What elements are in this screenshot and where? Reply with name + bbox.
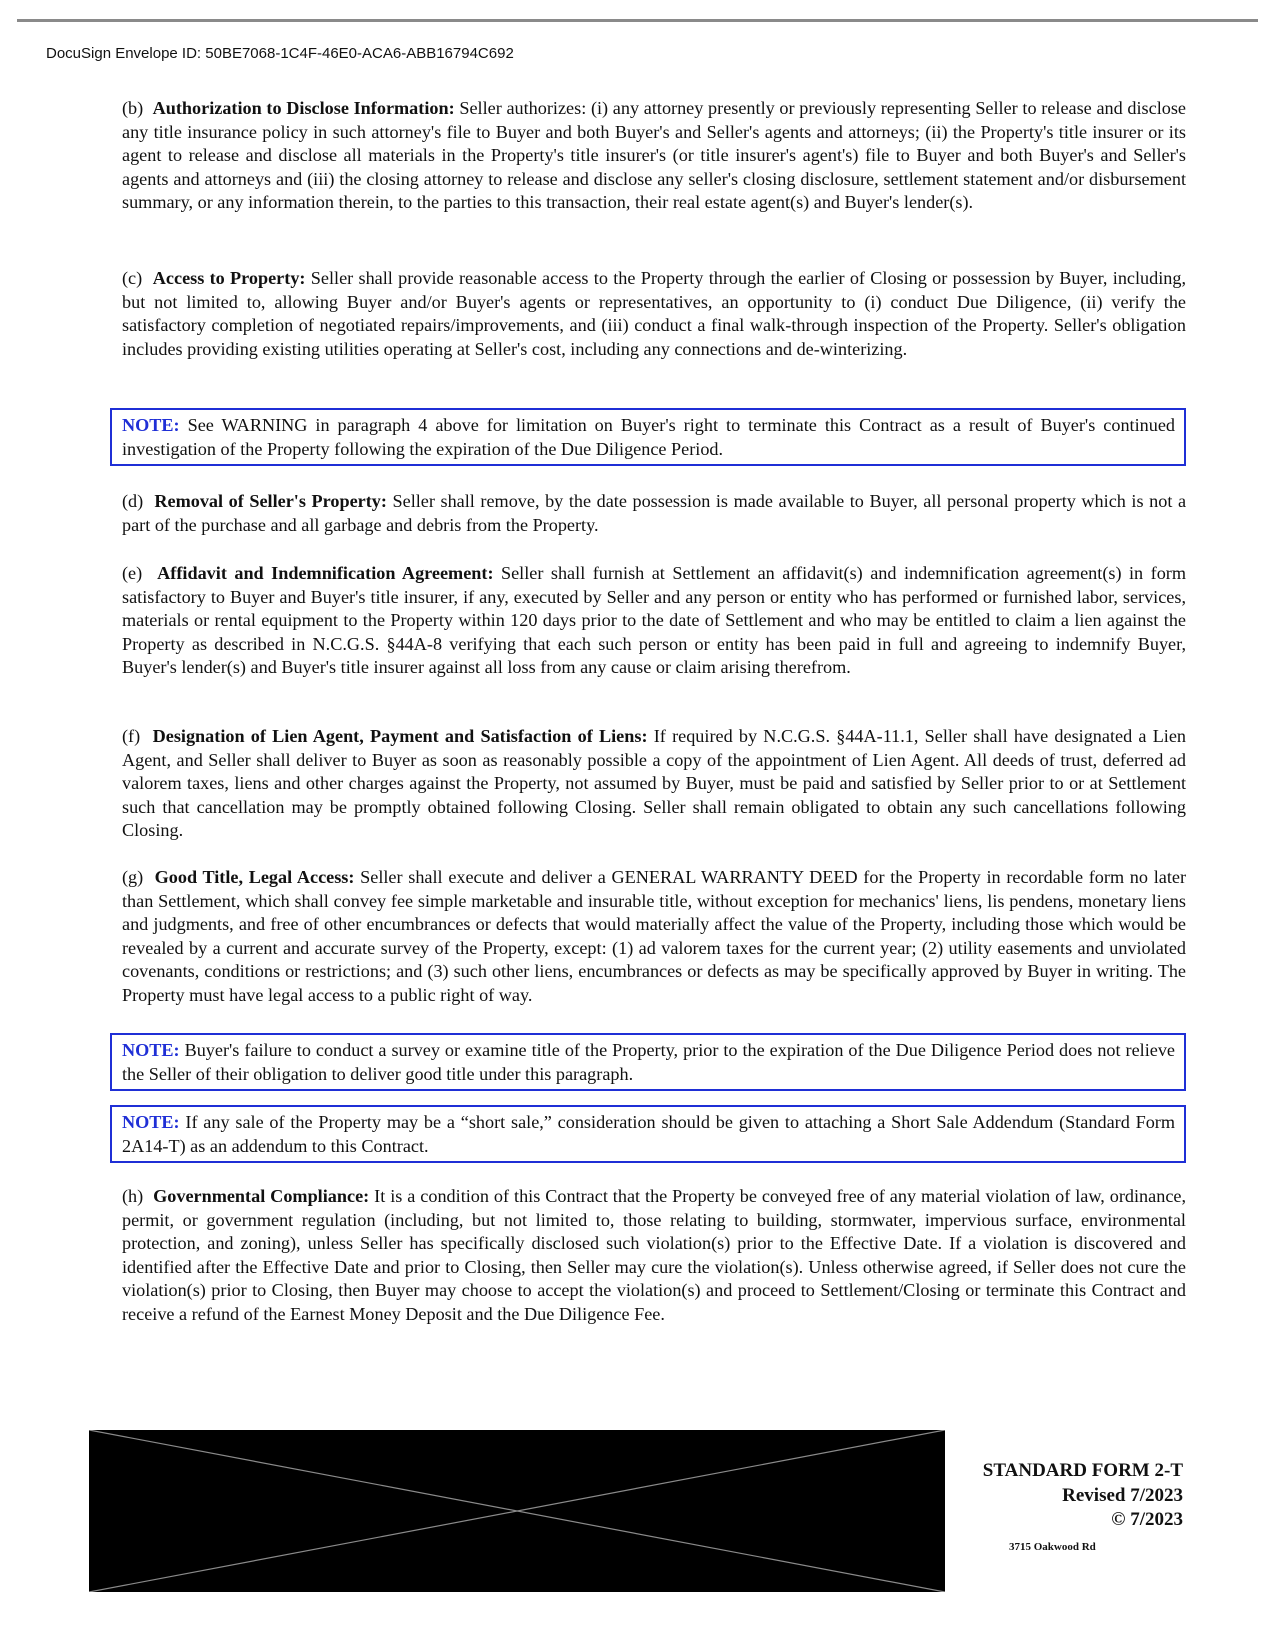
paragraph-c-label: (c) <box>122 268 143 288</box>
note-box-title-survey <box>110 1033 1186 1091</box>
paragraph-d <box>122 490 1186 537</box>
envelope-id: DocuSign Envelope ID: 50BE7068-1C4F-46E0-ACA6-ABB16794C692 <box>46 45 514 62</box>
paragraph-f-body: If required by N.C.G.S. §44A-11.1, Seller shall have designated a Lien Agent, and Seller shall deliver to Buyer as soon as reasonably possible a copy of the appointment of Lien Agent. All deeds of trust, deferred ad valorem taxes, liens and other charges against the Property, not assumed by Buyer, must be paid and satisfied by Seller prior to or at Settlement such that cancellation may be promptly obtained following Closing. Seller shall remain obligated to obtain any such cancellations following Closing. <box>122 726 1187 841</box>
note-text: If any sale of the Property may be a “short sale,” consideration should be given to attaching a Short Sale Addendum (Standard Form 2A14-T) as an addendum to this Contract. <box>122 1112 1175 1156</box>
paragraph-h <box>122 1185 1186 1327</box>
note-label: NOTE: <box>122 1112 180 1132</box>
paragraph-b-body: Seller authorizes: (i) any attorney presently or previously representing Seller to release and disclose any title insurance policy in such attorney's file to Buyer and both Buyer's and Seller's agents and attorneys; (ii) the Property's title insurer or its agent to release and disclose all materials in the Property's title insurer's (or title insurer's agent's) file to Buyer and both Buyer's and Seller's agents and attorneys and (iii) the closing attorney to release and disclose any seller's closing disclosure, settlement statement and/or disbursement summary, or any information therein, to the parties to this transaction, their real estate agent(s) and Buyer's lender(s). <box>122 98 1186 213</box>
paragraph-g-body: Seller shall execute and deliver a GENERAL WARRANTY DEED for the Property in recordable form no later than Settlement, which shall convey fee simple marketable and insurable title, without exception for mechanics' liens, lis pendens, monetary liens and judgments, and free of other encumbrances or defects that would materially affect the value of the Property, including those which would be revealed by a current and accurate survey of the Property, except: (1) ad valorem taxes for the current year; (2) utility easements and unviolated covenants, conditions or restrictions; and (3) such other liens, encumbrances or defects as may be specifically approved by Buyer in writing. The Property must have legal access to a public right of way. <box>122 867 1187 1005</box>
form-name: STANDARD FORM 2-T <box>982 1460 1183 1481</box>
form-revised: Revised 7/2023 <box>1062 1484 1183 1506</box>
paragraph-f <box>122 725 1186 843</box>
form-copyright: © 7/2023 <box>1111 1509 1183 1530</box>
note-text: Buyer's failure to conduct a survey or examine title of the Property, prior to the expiration of the Due Diligence Period does not relieve the Seller of their obligation to deliver good title under this paragraph. <box>122 1040 1176 1084</box>
paragraph-h-label: (h) <box>122 1186 144 1206</box>
top-rule <box>17 19 1258 22</box>
paragraph-e-label: (e) <box>122 563 143 583</box>
paragraph-f-label: (f) <box>122 726 141 746</box>
paragraph-d-heading: Removal of Seller's Property: <box>154 491 387 511</box>
paragraph-h-heading: Governmental Compliance: <box>153 1186 370 1206</box>
paragraph-d-label: (d) <box>122 491 144 511</box>
redaction-cross-icon <box>89 1430 945 1592</box>
paragraph-e-heading: Affidavit and Indemnification Agreement: <box>157 563 494 583</box>
paragraph-h-body: It is a condition of this Contract that the Property be conveyed free of any material violation of law, ordinance, permit, or government regulation (including, but not limited to, those relating to building, stormwater, impervious surface, environmental protection, and zoning), unless Seller has specifically disclosed such violation(s) prior to the Effective Date. If a violation is discovered and identified after the Effective Date and prior to Closing, then Seller may cure the violation(s). Unless otherwise agreed, if Seller does not cure the violation(s) prior to Closing, then Buyer may choose to accept the violation(s) and proceed to Settlement/Closing or terminate this Contract and receive a refund of the Earnest Money Deposit and the Due Diligence Fee. <box>122 1186 1187 1324</box>
paragraph-g-heading: Good Title, Legal Access: <box>154 867 355 887</box>
paragraph-d-body: Seller shall remove, by the date possession is made available to Buyer, all personal property which is not a part of the purchase and all garbage and debris from the Property. <box>122 491 1187 535</box>
redacted-logo-block <box>89 1430 945 1592</box>
note-label: NOTE: <box>122 415 180 435</box>
paragraph-c-heading: Access to Property: <box>152 268 306 288</box>
note-box-warning <box>110 408 1186 466</box>
paragraph-f-heading: Designation of Lien Agent, Payment and Satisfaction of Liens: <box>152 726 648 746</box>
note-text: See WARNING in paragraph 4 above for limitation on Buyer's right to terminate this Contract as a result of Buyer's continued investigation of the Property following the expiration of the Due Diligence Period. <box>122 415 1175 459</box>
property-address: 3715 Oakwood Rd <box>1009 1541 1096 1553</box>
form-info <box>983 1459 1183 1533</box>
note-label: NOTE: <box>122 1040 180 1060</box>
paragraph-c <box>122 267 1186 361</box>
paragraph-b <box>122 97 1186 215</box>
paragraph-g-label: (g) <box>122 867 144 887</box>
paragraph-c-body: Seller shall provide reasonable access to the Property through the earlier of Closing or possession by Buyer, including, but not limited to, allowing Buyer and/or Buyer's agents or representatives, an opportunity to (i) conduct Due Diligence, (ii) verify the satisfactory completion of negotiated repairs/improvements, and (iii) conduct a final walk-through inspection of the Property. Seller's obligation includes providing existing utilities operating at Seller's cost, including any connections and de-winterizing. <box>122 268 1187 359</box>
paragraph-e <box>122 562 1186 680</box>
note-box-short-sale <box>110 1105 1186 1163</box>
paragraph-e-body: Seller shall furnish at Settlement an affidavit(s) and indemnification agreement(s) in form satisfactory to Buyer and Buyer's title insurer, if any, executed by Seller and any person or entity who has performed or furnished labor, services, materials or rental equipment to the Property within 120 days prior to the date of Settlement and who may be entitled to claim a lien against the Property as described in N.C.G.S. §44A-8 verifying that each such person or entity has been paid in full and agreeing to indemnify Buyer, Buyer's lender(s) and Buyer's title insurer against all loss from any cause or claim arising therefrom. <box>122 563 1186 678</box>
paragraph-b-heading: Authorization to Disclose Information: <box>152 98 455 118</box>
paragraph-b-label: (b) <box>122 98 144 118</box>
paragraph-g <box>122 866 1186 1008</box>
